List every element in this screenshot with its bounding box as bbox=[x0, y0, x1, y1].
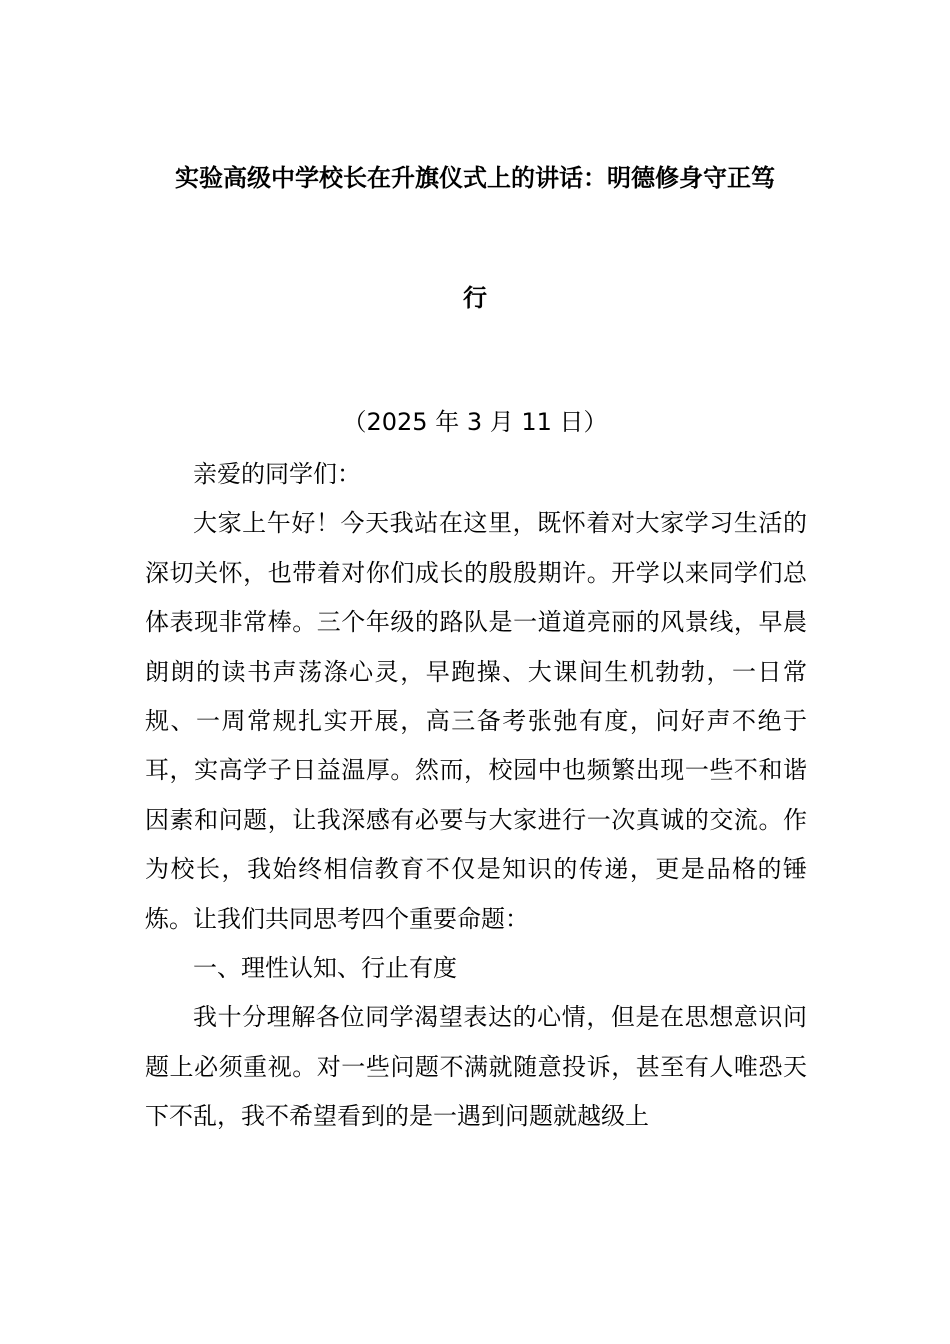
body-paragraph-section-1: 我十分理解各位同学渴望表达的心情，但是在思想意识问题上必须重视。对一些问题不满就随意投诉，甚至有人唯恐天下不乱，我不希望看到的是一遇到问题就越级上 bbox=[145, 1003, 807, 1131]
salutation: 亲爱的同学们： bbox=[193, 460, 361, 488]
document-title-line-1: 实验高级中学校长在升旗仪式上的讲话：明德修身守正笃 bbox=[175, 164, 775, 192]
speech-body bbox=[145, 450, 807, 1142]
body-paragraph-opening: 大家上午好！今天我站在这里，既怀着对大家学习生活的深切关怀，也带着对你们成长的殷殷期许。开学以来同学们总体表现非常棒。三个年级的路队是一道道亮丽的风景线，早晨朗朗的读书声荡涤心灵，早跑操、大课间生机勃勃，一日常规、一周常规扎实开展，高三备考张弛有度，问好声不绝于耳，实高学子日益温厚。然而，校园中也频繁出现一些不和谐因素和问题，让我深感有必要与大家进行一次真诚的交流。作为校长，我始终相信教育不仅是知识的传递，更是品格的锤炼。让我们共同思考四个重要命题： bbox=[145, 509, 807, 933]
document-title-line-2: 行 bbox=[463, 284, 487, 312]
section-heading-1: 一、理性认知、行止有度 bbox=[193, 954, 457, 983]
speech-date: （2025 年 3 月 11 日） bbox=[342, 408, 608, 436]
